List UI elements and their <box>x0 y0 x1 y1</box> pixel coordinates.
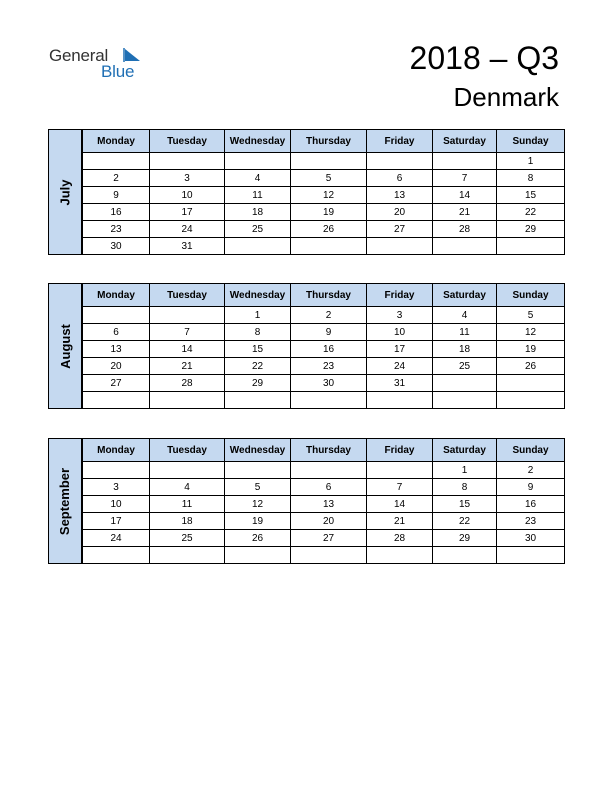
day-cell: 8 <box>433 479 497 496</box>
day-cell <box>367 462 433 479</box>
day-cell: 28 <box>367 530 433 547</box>
month-block-september <box>48 438 564 564</box>
weekday-header: Monday <box>83 130 150 153</box>
week-row <box>83 307 565 324</box>
weekday-header: Thursday <box>291 284 367 307</box>
day-cell: 22 <box>433 513 497 530</box>
day-cell: 12 <box>291 187 367 204</box>
day-cell: 15 <box>497 187 565 204</box>
day-cell: 2 <box>83 170 150 187</box>
month-label <box>48 438 82 564</box>
month-name: July <box>57 178 73 206</box>
day-cell: 26 <box>291 221 367 238</box>
day-cell: 6 <box>291 479 367 496</box>
day-cell: 22 <box>225 358 291 375</box>
day-cell: 28 <box>150 375 225 392</box>
day-cell: 20 <box>291 513 367 530</box>
weekday-header: Monday <box>83 439 150 462</box>
day-cell <box>291 153 367 170</box>
day-cell: 22 <box>497 204 565 221</box>
weekday-header-row <box>83 439 565 462</box>
week-row <box>83 479 565 496</box>
day-cell: 6 <box>83 324 150 341</box>
day-cell: 14 <box>150 341 225 358</box>
day-cell: 8 <box>225 324 291 341</box>
day-cell <box>225 547 291 564</box>
day-cell: 2 <box>497 462 565 479</box>
day-cell <box>150 462 225 479</box>
week-row <box>83 392 565 409</box>
month-name: August <box>57 323 73 369</box>
day-cell: 29 <box>433 530 497 547</box>
day-cell: 5 <box>225 479 291 496</box>
day-cell <box>225 238 291 255</box>
day-cell: 3 <box>83 479 150 496</box>
day-cell: 29 <box>497 221 565 238</box>
day-cell: 15 <box>225 341 291 358</box>
day-cell: 4 <box>225 170 291 187</box>
weekday-header: Saturday <box>433 439 497 462</box>
day-cell: 11 <box>225 187 291 204</box>
weekday-header: Saturday <box>433 130 497 153</box>
day-cell: 5 <box>497 307 565 324</box>
day-cell: 27 <box>367 221 433 238</box>
day-cell: 19 <box>225 513 291 530</box>
day-cell: 31 <box>150 238 225 255</box>
weekday-header: Friday <box>367 439 433 462</box>
weekday-header: Friday <box>367 130 433 153</box>
day-cell <box>225 392 291 409</box>
day-cell: 8 <box>497 170 565 187</box>
calendar-table <box>82 283 565 409</box>
day-cell: 13 <box>83 341 150 358</box>
weekday-header: Tuesday <box>150 130 225 153</box>
day-cell: 17 <box>83 513 150 530</box>
week-row <box>83 153 565 170</box>
page-title: 2018 – Q3 <box>409 40 559 76</box>
day-cell <box>433 375 497 392</box>
day-cell <box>367 153 433 170</box>
day-cell: 12 <box>225 496 291 513</box>
day-cell: 7 <box>433 170 497 187</box>
day-cell: 9 <box>497 479 565 496</box>
day-cell: 31 <box>367 375 433 392</box>
weekday-header: Wednesday <box>225 284 291 307</box>
day-cell <box>433 238 497 255</box>
day-cell <box>225 462 291 479</box>
day-cell: 16 <box>497 496 565 513</box>
day-cell: 20 <box>83 358 150 375</box>
week-row <box>83 324 565 341</box>
day-cell: 25 <box>150 530 225 547</box>
weekday-header: Tuesday <box>150 439 225 462</box>
month-label <box>48 283 82 409</box>
day-cell: 16 <box>291 341 367 358</box>
weekday-header-row <box>83 284 565 307</box>
day-cell: 6 <box>367 170 433 187</box>
day-cell: 24 <box>83 530 150 547</box>
day-cell: 11 <box>433 324 497 341</box>
day-cell: 16 <box>83 204 150 221</box>
day-cell: 2 <box>291 307 367 324</box>
day-cell: 29 <box>225 375 291 392</box>
day-cell: 14 <box>367 496 433 513</box>
day-cell <box>367 547 433 564</box>
week-row <box>83 170 565 187</box>
month-block-july <box>48 129 564 255</box>
day-cell: 27 <box>291 530 367 547</box>
weekday-header: Monday <box>83 284 150 307</box>
day-cell <box>291 238 367 255</box>
day-cell: 26 <box>497 358 565 375</box>
day-cell: 18 <box>225 204 291 221</box>
weekday-header: Wednesday <box>225 130 291 153</box>
weekday-header: Wednesday <box>225 439 291 462</box>
day-cell <box>225 153 291 170</box>
day-cell: 18 <box>150 513 225 530</box>
weekday-header: Thursday <box>291 439 367 462</box>
day-cell <box>83 462 150 479</box>
day-cell: 11 <box>150 496 225 513</box>
day-cell: 17 <box>367 341 433 358</box>
day-cell <box>150 153 225 170</box>
day-cell <box>433 392 497 409</box>
day-cell <box>291 392 367 409</box>
day-cell: 21 <box>367 513 433 530</box>
day-cell: 1 <box>225 307 291 324</box>
week-row <box>83 496 565 513</box>
day-cell: 1 <box>433 462 497 479</box>
day-cell: 14 <box>433 187 497 204</box>
day-cell: 10 <box>150 187 225 204</box>
day-cell <box>83 307 150 324</box>
day-cell <box>150 307 225 324</box>
day-cell: 9 <box>291 324 367 341</box>
day-cell: 19 <box>291 204 367 221</box>
day-cell <box>497 238 565 255</box>
weekday-header: Sunday <box>497 439 565 462</box>
day-cell: 24 <box>367 358 433 375</box>
day-cell <box>291 462 367 479</box>
calendar-table <box>82 438 565 564</box>
day-cell: 23 <box>497 513 565 530</box>
day-cell: 24 <box>150 221 225 238</box>
weekday-header: Sunday <box>497 130 565 153</box>
day-cell <box>150 392 225 409</box>
day-cell <box>367 392 433 409</box>
week-row <box>83 530 565 547</box>
day-cell: 9 <box>83 187 150 204</box>
day-cell: 23 <box>83 221 150 238</box>
day-cell: 13 <box>367 187 433 204</box>
day-cell <box>497 547 565 564</box>
day-cell: 19 <box>497 341 565 358</box>
day-cell: 12 <box>497 324 565 341</box>
day-cell <box>433 153 497 170</box>
day-cell: 10 <box>367 324 433 341</box>
day-cell <box>150 547 225 564</box>
day-cell <box>83 153 150 170</box>
day-cell: 4 <box>150 479 225 496</box>
day-cell: 15 <box>433 496 497 513</box>
day-cell <box>291 547 367 564</box>
week-row <box>83 358 565 375</box>
week-row <box>83 204 565 221</box>
country-name: Denmark <box>453 82 559 112</box>
day-cell: 30 <box>291 375 367 392</box>
day-cell: 30 <box>83 238 150 255</box>
day-cell: 13 <box>291 496 367 513</box>
logo-text-blue: Blue <box>101 62 135 81</box>
logo-text-general: General <box>49 46 109 65</box>
day-cell: 5 <box>291 170 367 187</box>
day-cell: 10 <box>83 496 150 513</box>
day-cell: 27 <box>83 375 150 392</box>
day-cell: 25 <box>225 221 291 238</box>
week-row <box>83 221 565 238</box>
day-cell: 21 <box>150 358 225 375</box>
day-cell: 3 <box>150 170 225 187</box>
day-cell: 7 <box>150 324 225 341</box>
day-cell: 25 <box>433 358 497 375</box>
day-cell: 17 <box>150 204 225 221</box>
day-cell <box>497 392 565 409</box>
week-row <box>83 547 565 564</box>
day-cell: 26 <box>225 530 291 547</box>
week-row <box>83 375 565 392</box>
week-row <box>83 513 565 530</box>
day-cell: 23 <box>291 358 367 375</box>
day-cell: 20 <box>367 204 433 221</box>
weekday-header: Saturday <box>433 284 497 307</box>
week-row <box>83 238 565 255</box>
day-cell: 21 <box>433 204 497 221</box>
day-cell <box>497 375 565 392</box>
day-cell: 28 <box>433 221 497 238</box>
day-cell: 4 <box>433 307 497 324</box>
day-cell: 3 <box>367 307 433 324</box>
weekday-header: Sunday <box>497 284 565 307</box>
weekday-header-row <box>83 130 565 153</box>
week-row <box>83 341 565 358</box>
day-cell: 30 <box>497 530 565 547</box>
day-cell: 18 <box>433 341 497 358</box>
weekday-header: Friday <box>367 284 433 307</box>
day-cell <box>83 392 150 409</box>
month-name: September <box>57 467 73 535</box>
weekday-header: Thursday <box>291 130 367 153</box>
day-cell: 7 <box>367 479 433 496</box>
weekday-header: Tuesday <box>150 284 225 307</box>
month-label <box>48 129 82 255</box>
logo-flag-icon <box>123 48 141 62</box>
day-cell <box>367 238 433 255</box>
week-row <box>83 462 565 479</box>
calendar-table <box>82 129 565 255</box>
week-row <box>83 187 565 204</box>
day-cell <box>83 547 150 564</box>
day-cell <box>433 547 497 564</box>
generalblue-logo <box>49 44 159 84</box>
month-block-august <box>48 283 564 409</box>
day-cell: 1 <box>497 153 565 170</box>
